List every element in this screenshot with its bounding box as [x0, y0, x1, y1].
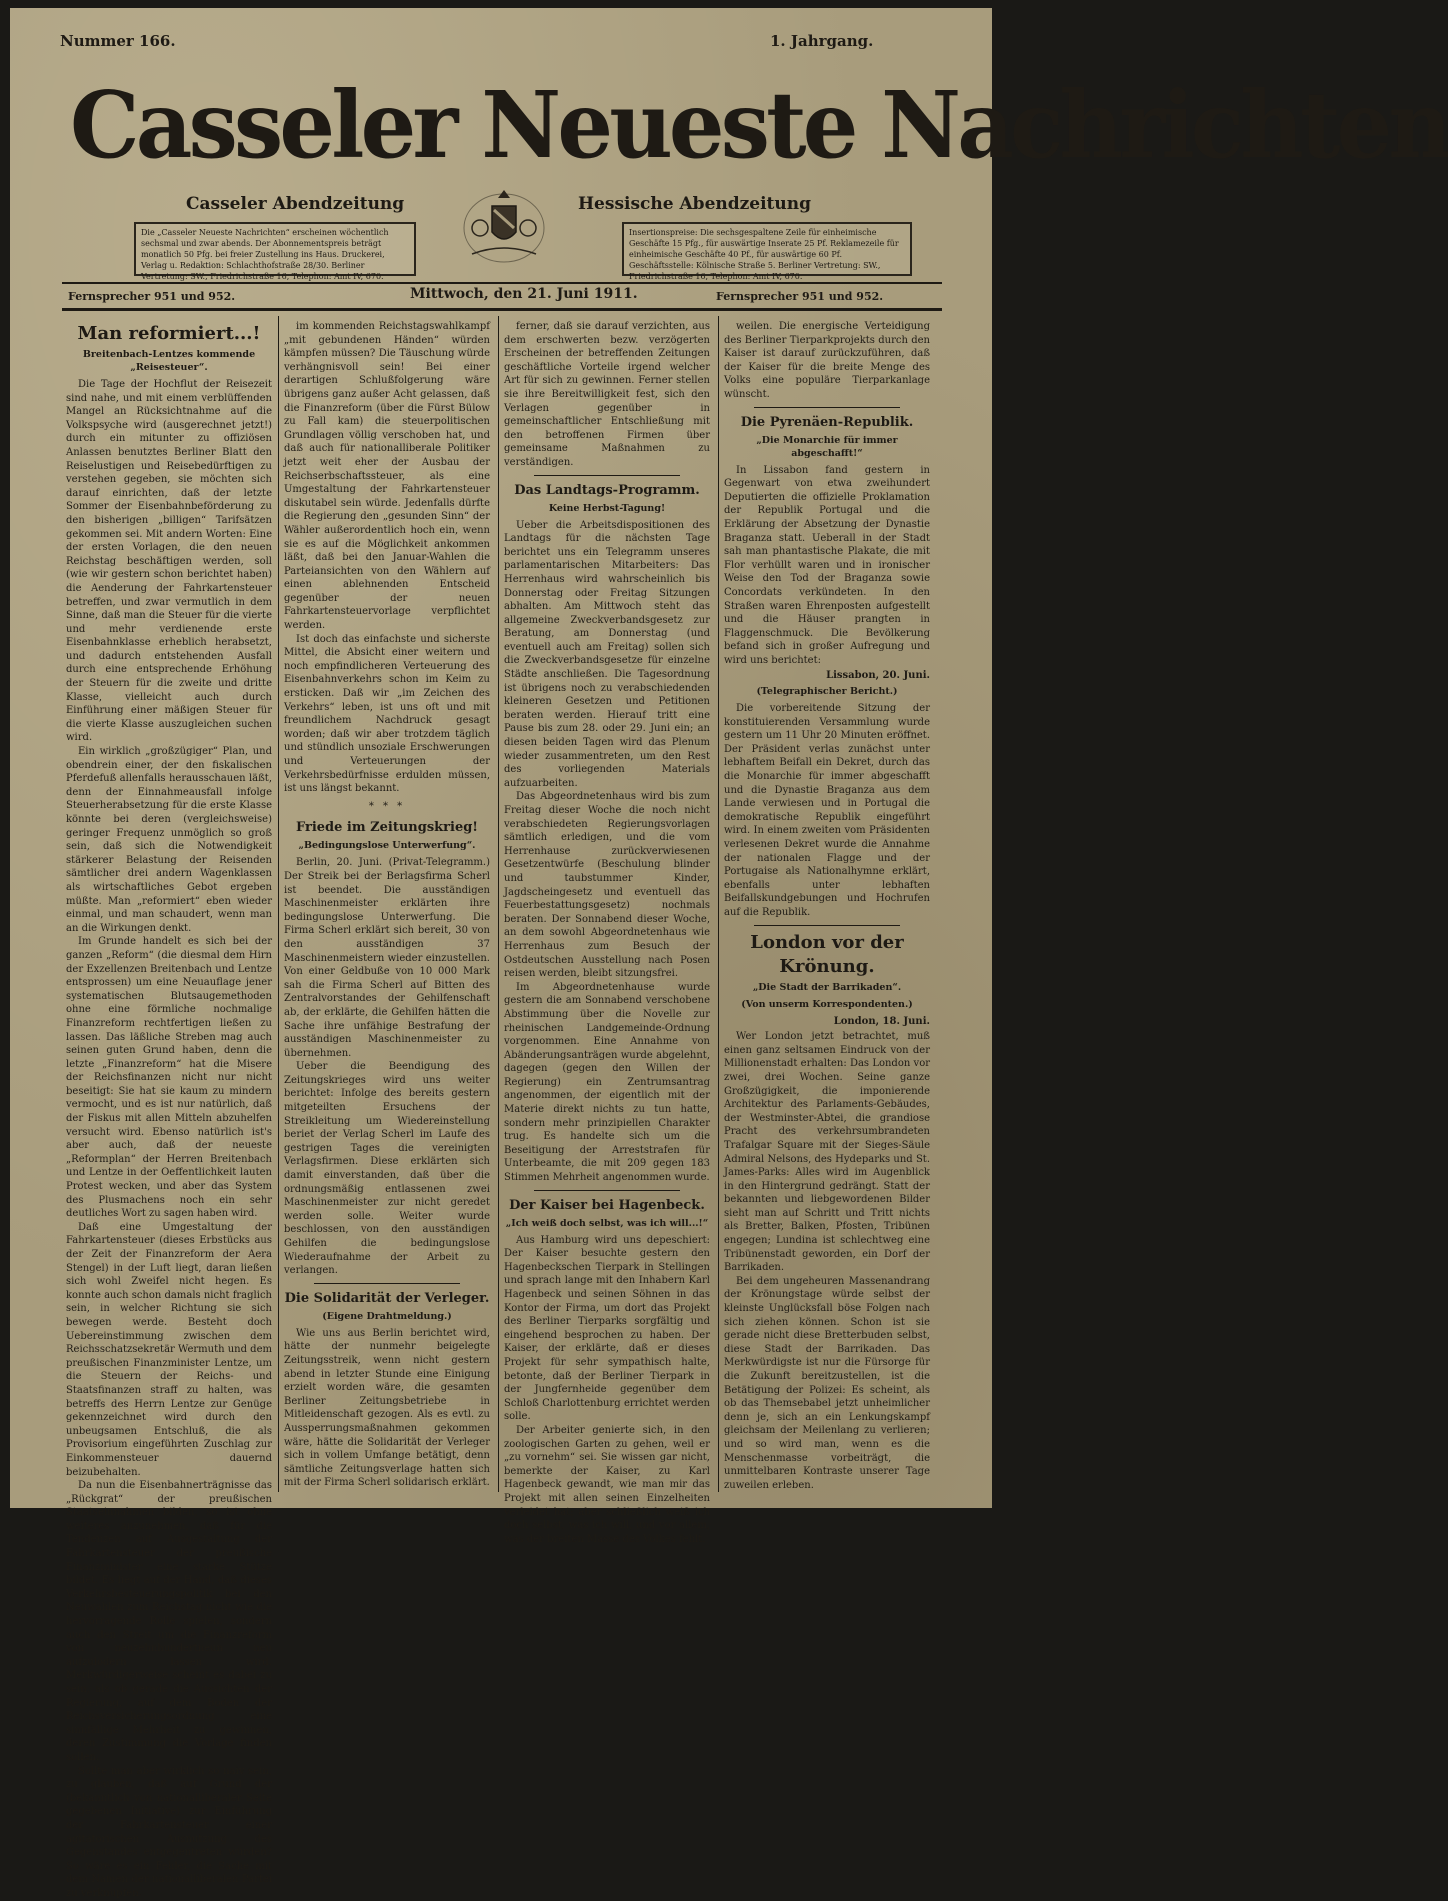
article-headline: Die Solidarität der Verleger. — [284, 1290, 490, 1306]
section-divider — [534, 1190, 680, 1191]
article-paragraph: In Lissabon fand gestern in Gegenwart von etwa zweihundert Deputierten die offizielle Proklamation der Republik Portugal und die Erklärung der Absetzung der Dynastie Braganza statt. Ueberall in der Stadt sah man phantastische Plakate, die mit Flor verhüllt waren und in ironischer Weise den Tod der Braganza sowie Concordats verkündeten. In den Straßen waren Ehrenposten aufgestellt und die Häuser prangten in Flaggenschmuck. Die Bevölkerung befand sich in großer Aufregung und wird uns berichtet: — [724, 464, 930, 666]
column-3 — [504, 320, 710, 1545]
header-rule-top — [62, 282, 942, 284]
header-rule-bottom — [62, 308, 942, 311]
article-subhead: (Von unserm Korrespondenten.) — [741, 998, 913, 1010]
article-paragraph: Ueber die Arbeitsdispositionen des Landtags für die nächsten Tage berichtet uns ein Telegramm unseres parlamentarischen Mitarbeiters: Das Herrenhaus wird wahrscheinlich bis Donnerstag oder Freitag Sitzungen abhalten. Am Mittwoch steht das allgemeine Zweckverbandsgesetz zur Beratung, am Donnerstag (und eventuell auch am Freitag) sollen sich die Zweckverbandsgesetze für einzelne Städte anschließen. Die Tagesordnung ist übrigens noch zu verabschiedenden kleineren Gesetzen und Petitionen beraten werden. Hierauf tritt eine Pause bis zum 28. oder 29. Juni ein; an diesen beiden Tagen wird das Plenum wieder zusammentreten, um den Rest des vorliegenden Materials aufzuarbeiten. — [504, 519, 710, 789]
article-paragraph: Da nun die Eisenbahnerträgnisse das „Rückgrat“ der preußischen Staatseinnahmen bilden, so ist ohne weiteres anzunehmen, daß für die Tendenzen auf Ausgestaltung der Fahrkartensteuer der preußische Finanzminister eine starke Stütze bildet. Es liegt auf der Hand, daß dieses Verkehrsbesteuerungspolitik bei den Neuwahlen zum Reichstag nicht wie die hervorragende Rolle spielen, sondern auch den Streit um die Finanzreform von neuzehnhundertneun neu aufzulodern lassen wird. Merkwürdigerweise scheint es dabei zu sein, als ob gerade die Aussichten der Regierung, auf dem Boden der Reichsversicherungsordnung eine sinnfällige Mehrheit zu gewinnen, deren Zustimmung die Vorlage finden sollen. — [66, 1480, 272, 1763]
article-paragraph: Die Tage der Hochflut der Reisezeit sind nahe, und mit einem verblüffenden Mangel an Rücksichtnahme auf die Volkspsyche wird (ausgerechnet jetzt!) durch ein mitunter zu offiziösen Anlassen benutztes Berliner Blatt den Reiselustigen und Reisebedürftigen zu verstehen gegeben, sie möchten sich darauf einrichten, daß der letzte Sommer der Eisenbahnbeförderung zu den bisherigen „billigen“ Tarifsätzen gekommen sei. Mit andern Worten: Eine der ersten Vorlagen, die den neuen Reichstag beschäftigen werden, soll (wie wir gestern schon berichtet haben) die Aenderung der Fahrkartensteuer betreffen, und zwar vermutlich in dem Sinne, daß man die Steuer für die vierte und mehr verdienende erste Eisenbahnklasse erheblich herabsetzt, und dadurch entstehenden Ausfall durch eine entsprechende Erhöhung der Steuern für die zweite und dritte Klasse, vielleicht auch durch Einführung einer mäßigen Steuer für die vierte Klasse auszugleichen suchen wird. — [66, 379, 272, 744]
article-headline: Man reformiert...! — [77, 323, 261, 344]
column-divider — [498, 316, 499, 1492]
article-paragraph: Bei dem ungeheuren Massenandrang der Krönungstage würde selbst der kleinste Unglücksfall böse Folgen nach sich ziehen können. Schon ist sie gerade nicht diese Bretterbuden selbst, diese Stadt der Barrikaden. Das Merkwürdigste ist nur die Fürsorge für die Zukunft bereitzustellen, ist die Betätigung der Polizei: Es scheint, als ob das Themsebabel jetzt unheimlicher denn je, sich an ein Lenkungskampf gleichsam der Meilenlang zu verlieren; und so wird man, wenn es die Menschenmasse vorbeiträgt, die unmittelbaren Kontraste unserer Tage zuweilen erleben. — [724, 1275, 930, 1491]
column-1 — [66, 320, 272, 1899]
subtitle-right: Hessische Abendzeitung — [578, 194, 812, 214]
article-headline: Das Landtags-Programm. — [514, 482, 700, 498]
article-headline: Der Kaiser bei Hagenbeck. — [509, 1197, 705, 1213]
newspaper-page — [10, 8, 1448, 1899]
article-dateline: Lissabon, 20. Juni. — [826, 670, 930, 682]
article-paragraph: ferner, daß sie darauf verzichten, aus dem erschwerten bezw. verzögerten Erscheinen der betreffenden Zeitungen geschäftliche Vorteile irgend welcher Art für sich zu gewinnen. Ferner stellen sie ihre Bereitwilligkeit fest, sich den Verlagen gegenüber in gemeinschaftlicher Entschließung mit den betroffenen Firmen über gemeinsame Maßnahmen zu verständigen. — [504, 321, 710, 468]
section-divider — [534, 475, 680, 476]
article-subhead: „Ich weiß doch selbst, was ich will...!“ — [505, 1217, 709, 1229]
column-2 — [284, 320, 490, 1492]
article-subhead: „Die Stadt der Barrikaden“. — [752, 981, 902, 993]
masthead-title: Casseler Neueste Nachrichten — [70, 71, 1448, 179]
article-paragraph: Ist doch das einfachste und sicherste Mittel, die Absicht einer weitern und noch empfindlicheren Verteuerung des Eisenbahnverkehrs schon im Keim zu ersticken. Daß wir „im Zeichen des Verkehrs“ leben, ist uns oft und mit freundlichem Nachdruck gesagt worden; daß wir aber trotzdem täglich und stündlich unsoziale Erschwerungen und Verteuerungen der Verkehrsbedürfnisse erdulden müssen, ist uns längst bekannt. — [284, 633, 490, 795]
article-paragraph: Das Abgeordnetenhaus wird bis zum Freitag dieser Woche die noch nicht verabschiedeten Regierungsvorlagen sämtlich erledigen, und die vom Herrenhause zurückverwiesenen Gesetzentwürfe (Beschulung blinder und taubstummer Kinder, Jagdscheingesetz und eventuell das Feuerbestattungsgesetz) nochmals beraten. Der Sonnabend dieser Woche, an dem sowohl Abgeordnetenhaus wie Herrenhaus zum Besuch der Ostdeutschen Ausstellung nach Posen reisen werden, bleibt sitzungsfrei. — [504, 791, 710, 980]
article-subhead: (Telegraphischer Bericht.) — [756, 686, 898, 698]
article-subhead: „Bedingungslose Unterwerfung“. — [298, 840, 476, 852]
column-divider — [278, 316, 279, 1492]
article-paragraph: Die vorbereitende Sitzung der konstituierenden Versammlung wurde gestern um 11 Uhr 20 Minuten eröffnet. Der Präsident verlas zunächst unter lebhaftem Beifall ein Dekret, durch das die Monarchie für immer abgeschafft und die Dynastie Braganza aus dem Lande verwiesen und in Portugal die demokratische Republik eingeführt wird. In einem zweiten vom Präsidenten verlesenen Dekret wurde die Annahme der nationalen Flagge und der Portugaise als Nationalhymne erklärt, ebenfalls unter lebhaften Beifallskundgebungen und Hochrufen auf die Republik. — [724, 703, 930, 918]
section-divider — [754, 407, 900, 408]
article-paragraph: Ueber die Beendigung des Zeitungskrieges wird uns weiter berichtet: Infolge des bereits gestern mitgeteilten Ersuchens der Streikleitung um Wiedereinstellung beriet der Verlag Scherl im Laufe des gestrigen Tages die vereinigten Verlagsfirmen. Diese erklärten sich damit einverstanden, daß über die ordnungsmäßig entlassenen zwei Maschinenmeister zur nicht geredet werden solle. Weiter wurde beschlossen, von den ausständigen Gehilfen die bedingungslose Wiederaufnahme der Arbeit zu verlangen. — [284, 1061, 490, 1277]
article-subhead: „Die Monarchie für immer abgeschafft!“ — [756, 434, 898, 459]
section-divider — [754, 925, 900, 926]
article-paragraph: im kommenden Reichstagswahlkampf „mit gebundenen Händen“ würden kämpfen müssen? Die Täuschung würde verhängnisvoll sein! Bei einer derartigen Schlußfolgerung wäre übrigens ganz außer Acht gelassen, daß die Finanzreform (über die Fürst Bülow zu Fall kam) die steuerpolitischen Grundlagen völlig verschoben hat, und daß auch für nationalliberale Politiker jetzt weit eher der Ausbau der Reichserbschaftssteuer, als eine Umgestaltung der Fahrkartensteuer diskutabel sein würde. Jedenfalls dürfte die Regierung den „gesunden Sinn“ der Wähler außerordentlich hoch ein, wenn sie es auf die Möglichkeit ankommen läßt, daß bei den Januar-Wahlen die Parteiansichten von den Wählern auf einen ablehnenden Entscheid gegenüber der neuen Fahrkartensteuervorlage verpflichtet werden. — [284, 321, 490, 632]
article-subhead: Keine Herbst-Tagung! — [548, 502, 666, 514]
issue-date: Mittwoch, den 21. Juni 1911. — [410, 286, 638, 302]
column-divider — [718, 316, 719, 1492]
phone-left: Fernsprecher 951 und 952. — [68, 290, 236, 303]
article-paragraph: Daß eine Umgestaltung der Fahrkartensteuer (dieses Erbstücks aus der Zeit der Finanzreform der Aera Stengel) in der Luft liegt, daran ließen sich wohl Zweifel nicht hegen. Es konnte auch schon damals nicht fraglich sein, in welcher Richtung sie sich bewegen werde. Besteht doch Uebereinstimmung zwischen dem Reichsschatzsekretär Wermuth und dem preußischen Finanzminister Lentze, um die Steuern der Reichs- und Staatsfinanzen straff zu halten, was betreffs des Herrn Lentze zur Genüge gekennzeichnet wird durch den unbeugsamen Entschluß, die als Provisorium eingeführten Zuschlag zur Einkommensteuer dauernd beizubehalten. — [66, 1221, 272, 1478]
section-divider — [314, 1283, 460, 1284]
article-headline: Die Pyrenäen-Republik. — [740, 414, 914, 430]
separator: * * * — [368, 800, 406, 812]
article-subhead: Breitenbach-Lentzes kommende „Reisesteuer“. — [82, 349, 256, 373]
article-subhead: (Eigene Drahtmeldung.) — [322, 1310, 452, 1322]
article-dateline: London, 18. Juni. — [833, 1015, 930, 1027]
article-paragraph: Sollte man aber wirklich so naiv sein, zu glauben, daß auf Grund der (bekanntlich von nationalliberaler Seite gegebenen Initiative) zur Einführung der Fahrkartensteuer einer agitatorischen Ausnutzung des Gegenstandes entgegentreten würden? So wäre es ein Fehler, die Sache mit dem Namen der nationalliberalen Partei zu verknüpfen. — [66, 1765, 272, 1899]
article-paragraph: Der Arbeiter genierte sich, in den zoologischen Garten zu gehen, weil er „zu vornehm“ sei. Sie wissen gar nicht, bemerkte der Kaiser, zu Karl Hagenbeck gewandt, wie man mir das Projekt mit allen seinen Einzelheiten verleidet hat; aber schließlich weiß ich doch selbst, was ich will, und vor allem, was der breiten Masse des Volkes fehlt. — [504, 1424, 710, 1545]
advertising-info-box: Insertionspreise: Die sechsgespaltene Zeile für einheimische Geschäfte 15 Pfg., für auswärtige Inserate 25 Pf. Reklamezeile für einheimische Geschäfte 40 Pf., für auswärtige 60 Pf. Geschäftsstelle: Kölnische Straße 5. Berliner Vertretung: SW., Friedrichstraße 16, Telephon: Amt IV, 670. — [622, 222, 912, 276]
article-paragraph: Wie uns aus Berlin berichtet wird, hätte der nunmehr beigelegte Zeitungsstreik, wenn nicht gestern abend in letzter Stunde eine Einigung erzielt worden wäre, die gesamten Berliner Zeitungsbetriebe in Mitleidenschaft gezogen. Als es evtl. zu Aussperrungsmaßnahmen gekommen wäre, hätte die Solidarität der Verleger sich in vollem Umfange betätigt, denn sämtliche Zeitungsverlage hatten sich mit der Firma Scherl solidarisch erklärt. — [284, 1327, 490, 1489]
article-paragraph: Ein wirklich „großzügiger“ Plan, und obendrein einer, der den fiskalischen Pferdefuß allenfalls herausschauen läßt, denn der Einnahmeausfall infolge Steuerherabsetzung für die erste Klasse könnte bei deren (vergleichsweise) geringer Frequenz unmöglich so groß sein, daß sich die Notwendigkeit stärkerer Belastung der Reisenden sämtlicher drei andern Wagenklassen als wirtschaftliches Gebot ergeben müßte. Man „reformiert“ eben wieder einmal, und man schaudert, wenn man an die Wirkungen denkt. — [66, 746, 272, 934]
volume-number: 1. Jahrgang. — [770, 32, 874, 50]
phone-right: Fernsprecher 951 und 952. — [716, 290, 884, 303]
article-headline: Friede im Zeitungskrieg! — [295, 820, 479, 836]
article-paragraph: Wer London jetzt betrachtet, muß einen ganz seltsamen Eindruck von der Millionenstadt erhalten: Das London vor zwei, drei Wochen. Seine ganze Großzügigkeit, die imponierende Architektur des Parlaments-Gebäudes, der Westminster-Abtei, die grandiose Pracht des verkehrsumbrandeten Trafalgar Square mit der Sieges-Säule Admiral Nelsons, des Hydeparks und St. James-Parks: Alles wird im Augenblick in den Hintergrund gedrängt. Statt der bekannten und liebgewordenen Bilder sieht man auf Schritt und Tritt nichts als Bretter, Balken, Pfosten, Tribünen engegen; Lundina ist schlechtweg eine Tribünenstadt geworden, ein Dorf der Barrikaden. — [724, 1031, 930, 1274]
article-paragraph: Im Grunde handelt es sich bei der ganzen „Reform“ (die diesmal dem Hirn der Exzellenzen Breitenbach und Lentze entsprossen) um eine Neuauflage jener systematischen Blutsaugemethoden ohne eine förmliche nochmalige Finanzreform rechtfertigen ließen zu lassen. Das läßliche Streben mag auch seinen guten Grund haben, denn die letzte „Finanzreform“ hat die Misere der Reichsfinanzen nicht nur nicht beseitigt: Sie hat sie kaum zu mindern vermocht, und es ist nur natürlich, daß der Fiskus mit allen Mitteln abzuhelfen versucht wird. Ebenso natürlich ist's aber auch, daß der neueste „Reformplan“ der Herren Breitenbach und Lentze in der Oeffentlichkeit lauten Protest wecken, und aber das System des Plusmachens noch ein sehr deutliches Wort zu sagen haben wird. — [66, 936, 272, 1220]
article-paragraph: Berlin, 20. Juni. (Privat-Telegramm.) Der Streik bei der Berlagsfirma Scherl ist beendet. Die ausständigen Maschinenmeister erklärten ihre bedingungslose Unterwerfung. Die Firma Scherl erklärt sich bereit, 30 von den ausständigen 37 Maschinenmeistern wieder einzustellen. Von einer Geldbuße von 10 000 Mark sah die Firma Scherl auf Bitten des Zentralvorstandes der Gehilfenschaft ab, der erklärte, die Gehilfen hätten die Sache ihre unfähige Bestrafung der ausständigen Maschinenmeister zu übernehmen. — [284, 857, 490, 1059]
subtitle-left: Casseler Abendzeitung — [186, 194, 405, 214]
article-paragraph: Aus Hamburg wird uns depeschiert: Der Kaiser besuchte gestern den Hagenbeckschen Tierpark in Stellingen und sprach lange mit den Inhabern Karl Hagenbeck und seinen Söhnen in das Kontor der Firma, um dort das Projekt des Berliner Tierparks sorgfältig und eingehend besprochen zu haben. Der Kaiser, der erklärte, daß er dieses Projekt für sehr sympathisch halte, betonte, daß der Berliner Tierpark in der Jungfernheide gegenüber dem Schloß Charlottenburg errichtet werden solle. — [504, 1234, 710, 1423]
coat-of-arms-icon — [458, 184, 550, 264]
subscription-info-box: Die „Casseler Neueste Nachrichten“ erscheinen wöchentlich sechsmal und zwar abends. Der Abonnementspreis beträgt monatlich 50 Pfg. bei freier Zustellung ins Haus. Druckerei, Verlag u. Redaktion: Schlachthofstraße 28/30. Berliner Vertretung: SW., Friedrichstraße 16, Telephon: Amt IV, 670. — [134, 222, 416, 276]
issue-number: Nummer 166. — [60, 32, 176, 50]
column-4 — [724, 320, 930, 1492]
article-paragraph: Im Abgeordnetenhause wurde gestern die am Sonnabend verschobene Abstimmung über die Novelle zur rheinischen Landgemeinde-Ordnung vorgenommen. Eine Annahme von Abänderungsanträgen wurde abgelehnt, dagegen (gegen den Willen der Regierung) ein Zentrumsantrag angenommen, der eigentlich mit der Materie direkt nichts zu tun hatte, sondern mehr prinzipiellen Charakter trug. Es handelte sich um die Beseitigung der Arreststrafen für Unterbeamte, die mit 209 gegen 183 Stimmen Mehrheit angenommen wurde. — [504, 981, 710, 1184]
article-headline: London vor der Krönung. — [750, 931, 904, 977]
article-paragraph: weilen. Die energische Verteidigung des Berliner Tierparkprojekts durch den Kaiser ist darauf zurückzuführen, daß der Kaiser für die breite Menge des Volks eine populäre Tierparkanlage wünscht. — [724, 321, 930, 400]
